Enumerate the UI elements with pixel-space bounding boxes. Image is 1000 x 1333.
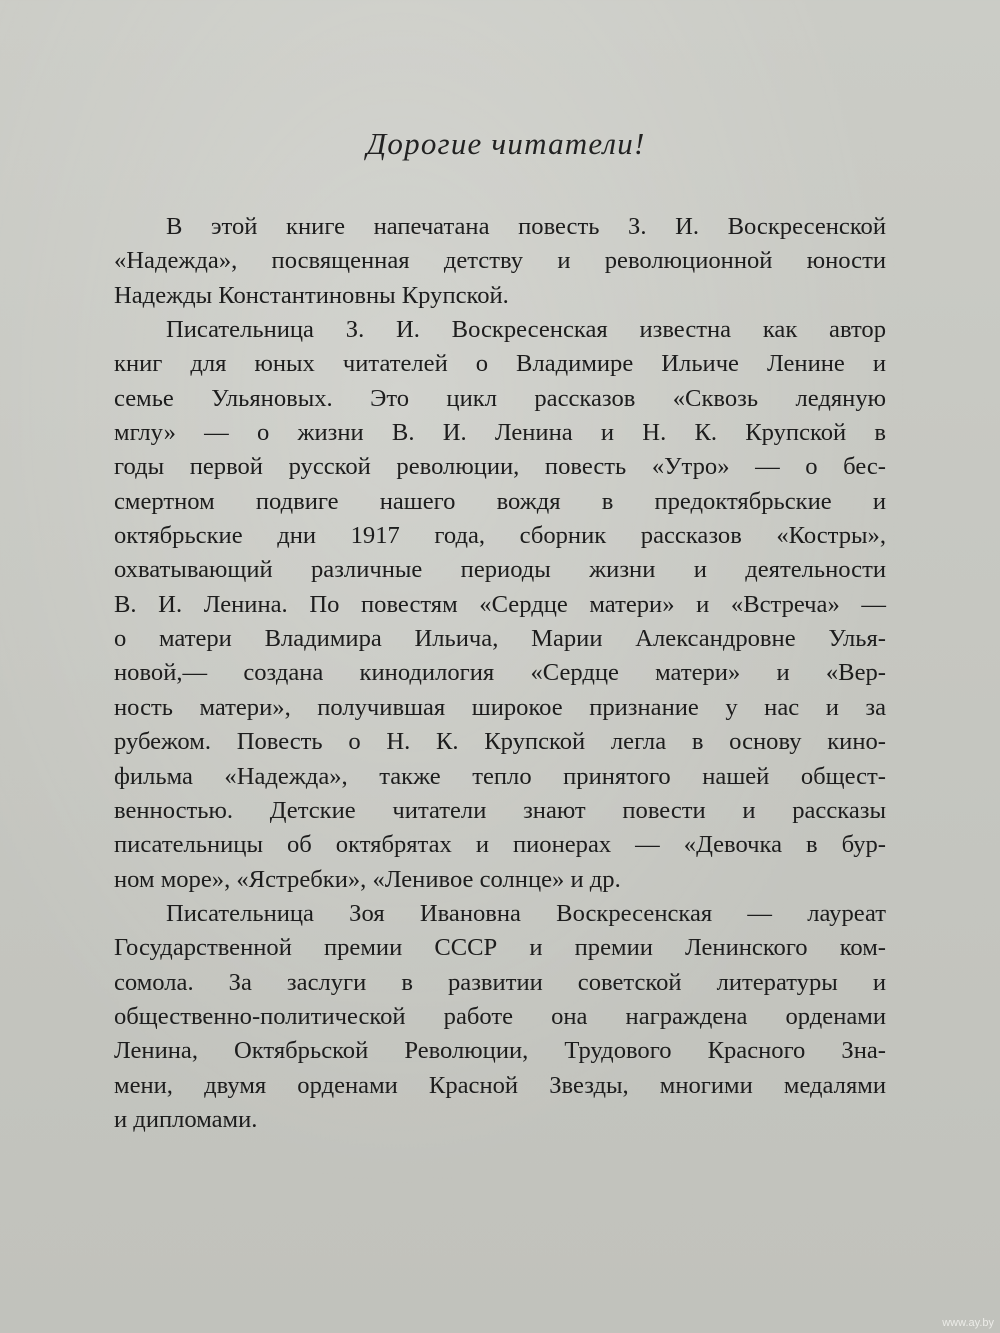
text-line: Ленина, Октябрьской Революции, Трудового Красного Зна-: [114, 1037, 886, 1065]
body-text: [114, 210, 886, 1137]
watermark: www.ay.by: [942, 1317, 994, 1329]
text-line: смертном подвиге нашего вождя в предоктябрьские и: [114, 487, 886, 515]
text-line: годы первой русской революции, повесть «Утро» — о бес-: [114, 453, 886, 481]
text-line: семье Ульяновых. Это цикл рассказов «Сквозь ледяную: [114, 384, 886, 412]
text-line: и дипломами.: [114, 1105, 258, 1133]
text-line: Государственной премии СССР и премии Ленинского ком-: [114, 934, 886, 962]
paragraph-2: [114, 313, 886, 897]
text-line: ность матери», получившая широкое признание у нас и за: [114, 693, 886, 721]
text-line: «Надежда», посвященная детству и революционной юности: [114, 247, 886, 275]
text-line: общественно-политической работе она награждена орденами: [114, 1002, 886, 1030]
text-line: мени, двумя орденами Красной Звезды, многими медалями: [114, 1071, 886, 1099]
text-line: о матери Владимира Ильича, Марии Александровне Улья-: [114, 625, 886, 653]
text-line: охватывающий различные периоды жизни и деятельности: [114, 556, 886, 584]
text-line: В. И. Ленина. По повестям «Сердце матери» и «Встреча» —: [114, 590, 886, 618]
text-line: мглу» — о жизни В. И. Ленина и Н. К. Крупской в: [114, 419, 886, 447]
text-line: книг для юных читателей о Владимире Ильиче Ленине и: [114, 350, 886, 378]
text-line: рубежом. Повесть о Н. К. Крупской легла в основу кино-: [114, 728, 886, 756]
text-line: сомола. За заслуги в развитии советской литературы и: [114, 968, 886, 996]
text-line: ном море», «Ястребки», «Ленивое солнце» и др.: [114, 865, 621, 893]
text-line: Писательница Зоя Ивановна Воскресенская — лауреат: [166, 899, 886, 927]
text-line: писательницы об октябрятах и пионерах — «Девочка в бур-: [114, 831, 886, 859]
paragraph-1: [114, 210, 886, 313]
text-line: новой,— создана кинодилогия «Сердце матери» и «Вер-: [114, 659, 886, 687]
text-line: октябрьские дни 1917 года, сборник рассказов «Костры»,: [114, 522, 886, 550]
text-line: Надежды Константиновны Крупской.: [114, 281, 509, 309]
page-title: Дорогие читатели!: [366, 126, 646, 161]
paragraph-3: [114, 897, 886, 1137]
text-line: В этой книге напечатана повесть З. И. Воскресенской: [166, 213, 886, 240]
text-line: Писательница З. И. Воскресенская известна как автор: [166, 316, 886, 344]
text-line: венностью. Детские читатели знают повести и рассказы: [114, 796, 886, 824]
text-line: фильма «Надежда», также тепло принятого нашей общест-: [114, 762, 886, 790]
